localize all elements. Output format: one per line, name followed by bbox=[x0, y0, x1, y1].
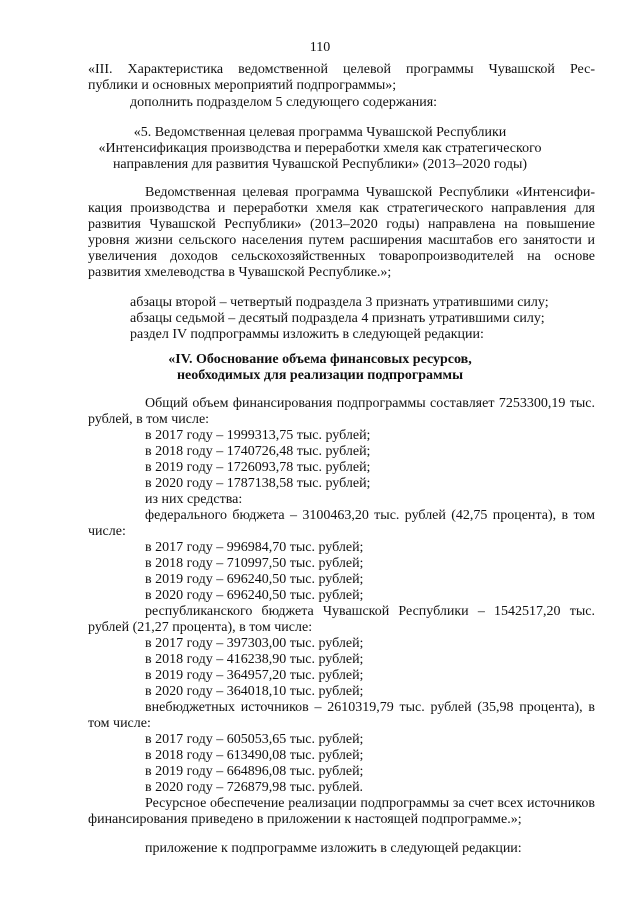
resource-line-1: Ресурсное обеспечение реализации подпрограммы за счет всех источников bbox=[145, 796, 595, 811]
program-paragraph-line-3: развития Чувашской Республики» (2013–2020 годы) направлена на повышение bbox=[88, 217, 595, 232]
program-paragraph-line-1: Ведомственная целевая программа Чувашской Республики «Интенсифи- bbox=[145, 185, 595, 200]
program-paragraph-line-2: кация производства и переработки хмеля как стратегического направления для bbox=[88, 201, 595, 216]
federal-year-2017: в 2017 году – 996984,70 тыс. рублей; bbox=[145, 540, 364, 555]
intro-line-2: публики и основных мероприятий подпрограммы»; bbox=[88, 78, 397, 93]
republic-year-2020: в 2020 году – 364018,10 тыс. рублей; bbox=[145, 684, 364, 699]
program-paragraph-line-5: увеличения доходов сельскохозяйственных товаропроизводителей на основе bbox=[88, 249, 595, 264]
subsection-title-line-2: «Интенсификация производства и переработки хмеля как стратегического bbox=[98, 141, 542, 156]
total-line-2: рублей, в том числе: bbox=[88, 412, 210, 427]
federal-year-2018: в 2018 году – 710997,50 тыс. рублей; bbox=[145, 556, 364, 571]
section-title-line-2: необходимых для реализации подпрограммы bbox=[176, 368, 464, 383]
intro-line-1: «III. Характеристика ведомственной целевой программы Чувашской Рес- bbox=[88, 62, 595, 77]
republic-line-1: республиканского бюджета Чувашской Республики – 1542517,20 тыс. bbox=[145, 604, 595, 619]
total-year-2018: в 2018 году – 1740726,48 тыс. рублей; bbox=[145, 444, 371, 459]
subsection-title-line-1: «5. Ведомственная целевая программа Чувашской Республики bbox=[133, 125, 507, 140]
intro-line-3: дополнить подразделом 5 следующего содержания: bbox=[130, 95, 438, 110]
federal-line-2: числе: bbox=[88, 524, 126, 539]
subsection-title-line-3: направления для развития Чувашской Республики» (2013–2020 годы) bbox=[112, 157, 528, 172]
page-number: 110 bbox=[309, 40, 331, 55]
resource-line-2: финансирования приведено в приложении к настоящей подпрограмме.»; bbox=[88, 812, 522, 827]
amendment-line-2: абзацы седьмой – десятый подраздела 4 признать утратившими силу; bbox=[130, 311, 545, 326]
total-year-2017: в 2017 году – 1999313,75 тыс. рублей; bbox=[145, 428, 371, 443]
amendment-line-1: абзацы второй – четвертый подраздела 3 признать утратившими силу; bbox=[130, 295, 549, 310]
republic-year-2019: в 2019 году – 364957,20 тыс. рублей; bbox=[145, 668, 364, 683]
amendment-line-3: раздел IV подпрограммы изложить в следующей редакции: bbox=[130, 327, 484, 342]
closing-line: приложение к подпрограмме изложить в следующей редакции: bbox=[145, 841, 522, 856]
extra-year-2018: в 2018 году – 613490,08 тыс. рублей; bbox=[145, 748, 364, 763]
republic-line-2: рублей (21,27 процента), в том числе: bbox=[88, 620, 313, 635]
republic-year-2017: в 2017 году – 397303,00 тыс. рублей; bbox=[145, 636, 364, 651]
section-title-line-1: «IV. Обоснование объема финансовых ресурсов, bbox=[168, 352, 472, 367]
extra-line-1: внебюджетных источников – 2610319,79 тыс. рублей (35,98 процента), в bbox=[145, 700, 595, 715]
federal-year-2019: в 2019 году – 696240,50 тыс. рублей; bbox=[145, 572, 364, 587]
total-year-2019: в 2019 году – 1726093,78 тыс. рублей; bbox=[145, 460, 371, 475]
extra-year-2017: в 2017 году – 605053,65 тыс. рублей; bbox=[145, 732, 364, 747]
total-line-1: Общий объем финансирования подпрограммы составляет 7253300,19 тыс. bbox=[145, 396, 595, 411]
republic-year-2018: в 2018 году – 416238,90 тыс. рублей; bbox=[145, 652, 364, 667]
program-paragraph-line-4: уровня жизни сельского населения путем расширения масштабов его занятости и bbox=[88, 233, 595, 248]
federal-line-1: федерального бюджета – 3100463,20 тыс. рублей (42,75 процента), в том bbox=[145, 508, 595, 523]
program-paragraph-line-6: развития хмелеводства в Чувашской Республике.»; bbox=[88, 265, 392, 280]
extra-line-2: том числе: bbox=[88, 716, 151, 731]
extra-year-2020: в 2020 году – 726879,98 тыс. рублей. bbox=[145, 780, 364, 795]
extra-year-2019: в 2019 году – 664896,08 тыс. рублей; bbox=[145, 764, 364, 779]
sources-intro: из них средства: bbox=[145, 492, 243, 507]
total-year-2020: в 2020 году – 1787138,58 тыс. рублей; bbox=[145, 476, 371, 491]
federal-year-2020: в 2020 году – 696240,50 тыс. рублей; bbox=[145, 588, 364, 603]
